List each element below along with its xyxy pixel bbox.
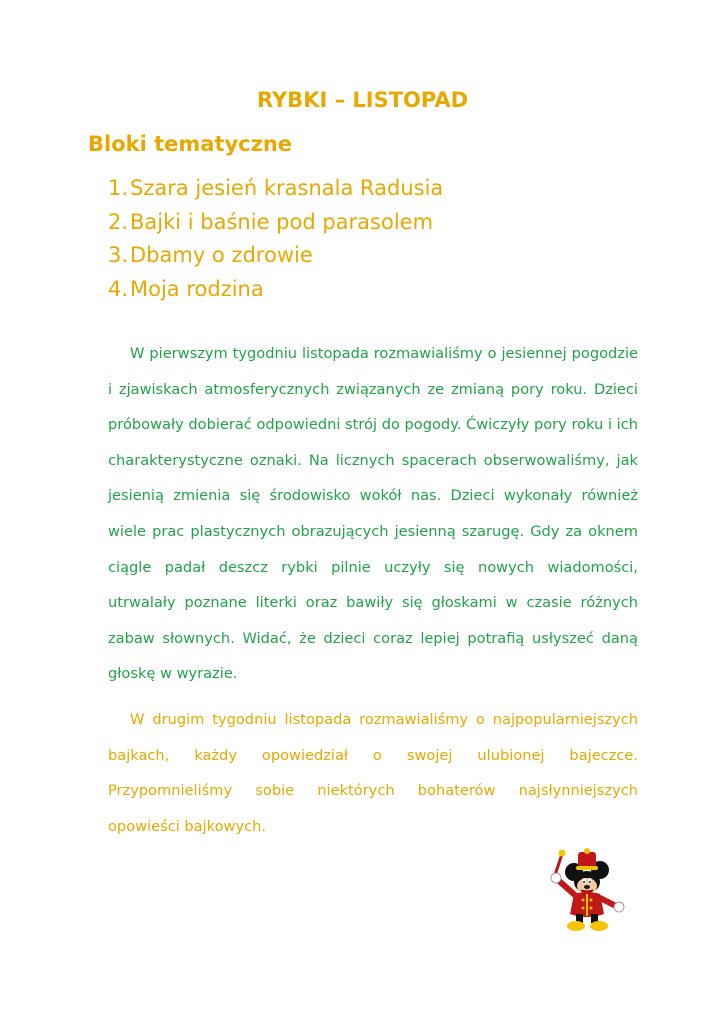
- list-item-label: Dbamy o zdrowie: [130, 243, 313, 267]
- cartoon-mouse-drummer-icon: [540, 848, 630, 932]
- topics-list: [108, 172, 443, 306]
- page-title-text: RYBKI – LISTOPAD: [256, 88, 469, 112]
- paragraph-week-1: W pierwszym tygodniu listopada rozmawialiśmy o jesiennej pogodzie i zjawiskach atmosferycznych związanych ze zmianą pory roku. Dzieci próbowały dobierać odpowiedni strój do pogody. Ćwiczyły pory roku i ich charakterystyczne oznaki. Na licznych spacerach obserwowaliśmy, jak jesienią zmienia się środowisko wokół nas. Dzieci wykonały również wiele prac plastycznych obrazujących jesienną szarugę. Gdy za oknem ciągle padał deszcz rybki pilnie uczyły się nowych wiadomości, utrwalały poznane literki oraz bawiły się głoskami w czasie różnych zabaw słownych. Widać, że dzieci coraz lepiej potrafią usłyszeć daną głoskę w wyrazie.: [108, 345, 638, 683]
- list-item-number: 2.: [108, 209, 129, 234]
- list-item-label: Bajki i baśnie pod parasolem: [130, 209, 434, 234]
- list-item: [108, 206, 443, 240]
- list-item: [108, 273, 443, 307]
- list-item-label: Szara jesień krasnala Radusia: [130, 176, 444, 200]
- topics-heading: Bloki tematyczne: [88, 132, 293, 156]
- page-title: [0, 88, 725, 112]
- paragraph-week-2: W drugim tygodniu listopada rozmawialiśmy o najpopularniejszych bajkach, każdy opowiedział o swojej ulubionej bajeczce. Przypomnieliśmy sobie niektórych bohaterów najsłynniejszych opowieści bajkowych.: [108, 711, 638, 835]
- list-item-number: 1.: [108, 176, 129, 200]
- list-item-number: 3.: [108, 243, 129, 267]
- list-item: [108, 239, 443, 273]
- list-item-number: 4.: [108, 276, 129, 301]
- list-item: [108, 172, 443, 206]
- list-item-label: Moja rodzina: [130, 276, 264, 301]
